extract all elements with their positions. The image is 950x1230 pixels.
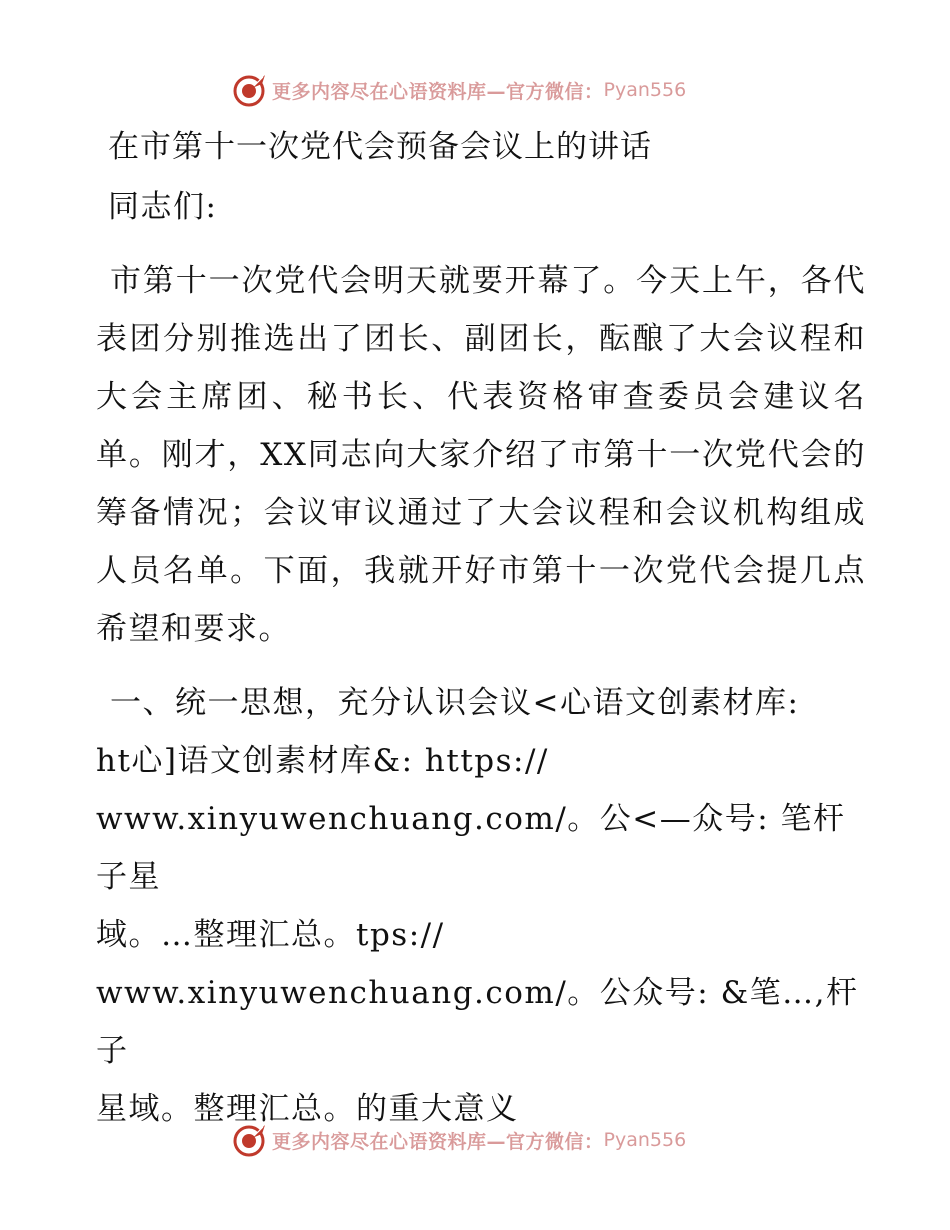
section-1-heading xyxy=(96,674,866,1138)
quill-logo-icon xyxy=(232,1122,268,1158)
quill-logo-icon xyxy=(232,72,268,108)
section-1-line: www.xinyuwenchuang.com/。公<—众号: 笔杆子星 xyxy=(96,801,846,895)
watermark-text: 更多内容尽在心语资料库—官方微信： xyxy=(272,80,604,103)
document-title: 在市第十一次党代会预备会议上的讲话 xyxy=(108,129,652,165)
watermark-header xyxy=(232,70,686,110)
section-1-line: 域。…整理汇总。tps:// xyxy=(96,917,445,953)
section-1-line: ht心]语文创素材库&: https:// xyxy=(96,743,549,779)
watermark-text: 更多内容尽在心语资料库—官方微信： xyxy=(272,1130,604,1153)
greeting: 同志们: xyxy=(108,189,218,225)
watermark-wechat-id: Pyan556 xyxy=(603,1129,687,1151)
watermark-wechat-id: Pyan556 xyxy=(603,79,687,101)
watermark-footer xyxy=(232,1120,686,1160)
section-1-line: 星域。整理汇总。的重大意义 xyxy=(96,1091,519,1127)
section-1-line: 一、统一思想，充分认识会议<心语文创素材库: xyxy=(110,685,800,721)
document-body xyxy=(96,118,866,1138)
paragraph-1: 市第十一次党代会明天就要开幕了。今天上午，各代表团分别推选出了团长、副团长，酝酿了大会议程和大会主席团、秘书长、代表资格审查委员会建议名单。刚才，XX同志向大家介绍了市第十一次党代会的筹备情况；会议审议通过了大会议程和会议机构组成人员名单。下面，我就开好市第十一次党代会提几点希望和要求。 xyxy=(96,263,866,647)
section-1-line: www.xinyuwenchuang.com/。公众号: &笔…,杆子 xyxy=(96,975,859,1069)
